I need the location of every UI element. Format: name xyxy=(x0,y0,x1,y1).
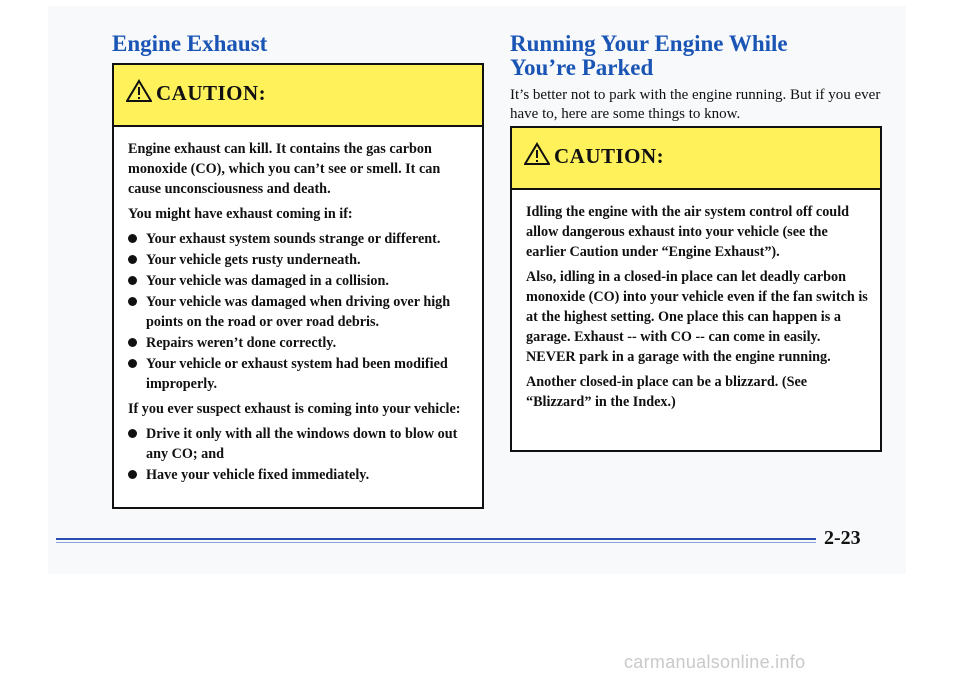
caution-header xyxy=(114,65,482,127)
list-item: Your exhaust system sounds strange or different. xyxy=(128,229,470,249)
bullet-icon xyxy=(128,429,137,438)
caution-label: CAUTION: xyxy=(156,81,267,105)
page-number: 2-23 xyxy=(824,527,861,549)
list-item: Your vehicle gets rusty underneath. xyxy=(128,250,470,270)
section-title-engine-exhaust: Engine Exhaust xyxy=(112,31,268,56)
bullet-icon xyxy=(128,234,137,243)
list-item: Drive it only with all the windows down to blow out any CO; and xyxy=(128,424,470,464)
caution-paragraph-1: Idling the engine with the air system control off could allow dangerous exhaust into your vehicle (see the earlier Caution under “Engine Exhaust”). xyxy=(526,204,850,260)
caution-body xyxy=(114,127,482,500)
caution-paragraph-2: Also, idling in a closed-in place can let deadly carbon monoxide (CO) into your vehicle even if the fan switch is at the highest setting. One place this can happen is a garage. Exhaust -- with CO -- can come in easily. NEVER park in a garage with the engine running. xyxy=(526,269,868,365)
warning-triangle-icon xyxy=(126,79,152,103)
section-title-running-engine-line2: You’re Parked xyxy=(510,55,654,80)
bullet-icon xyxy=(128,359,137,368)
caution-box-engine-exhaust xyxy=(112,63,484,509)
list-item: Repairs weren’t done correctly. xyxy=(128,333,470,353)
bullet-icon xyxy=(128,297,137,306)
caution-label: CAUTION: xyxy=(554,144,665,168)
bullet-icon xyxy=(128,338,137,347)
footer-rule-thin xyxy=(56,542,816,543)
caution-intro: Engine exhaust can kill. It contains the gas carbon monoxide (CO), which you can’t see or smell. It can cause unconsciousness and death. xyxy=(128,141,441,197)
caution-box-parked xyxy=(510,126,882,452)
warning-triangle-icon xyxy=(524,142,550,166)
list-item: Your vehicle was damaged when driving over high points on the road or over road debris. xyxy=(128,292,470,332)
bullet-icon xyxy=(128,470,137,479)
action-list xyxy=(128,424,470,485)
bullet-icon xyxy=(128,276,137,285)
section-intro: It’s better not to park with the engine running. But if you ever have to, here are some things to know. xyxy=(510,87,881,122)
watermark: carmanualsonline.info xyxy=(624,652,806,672)
list-item: Have your vehicle fixed immediately. xyxy=(128,465,470,485)
caution-header xyxy=(512,128,880,190)
section-title-running-engine-line1: Running Your Engine While xyxy=(510,31,788,56)
footer-rule xyxy=(56,538,816,540)
caution-lead: You might have exhaust coming in if: xyxy=(128,206,353,222)
list-item: Your vehicle or exhaust system had been modified improperly. xyxy=(128,354,470,394)
list-item: Your vehicle was damaged in a collision. xyxy=(128,271,470,291)
exhaust-symptom-list xyxy=(128,229,470,394)
caution-lead-2: If you ever suspect exhaust is coming into your vehicle: xyxy=(128,401,461,417)
caution-body xyxy=(512,190,880,427)
bullet-icon xyxy=(128,255,137,264)
caution-paragraph-3: Another closed-in place can be a blizzard. (See “Blizzard” in the Index.) xyxy=(526,374,808,410)
